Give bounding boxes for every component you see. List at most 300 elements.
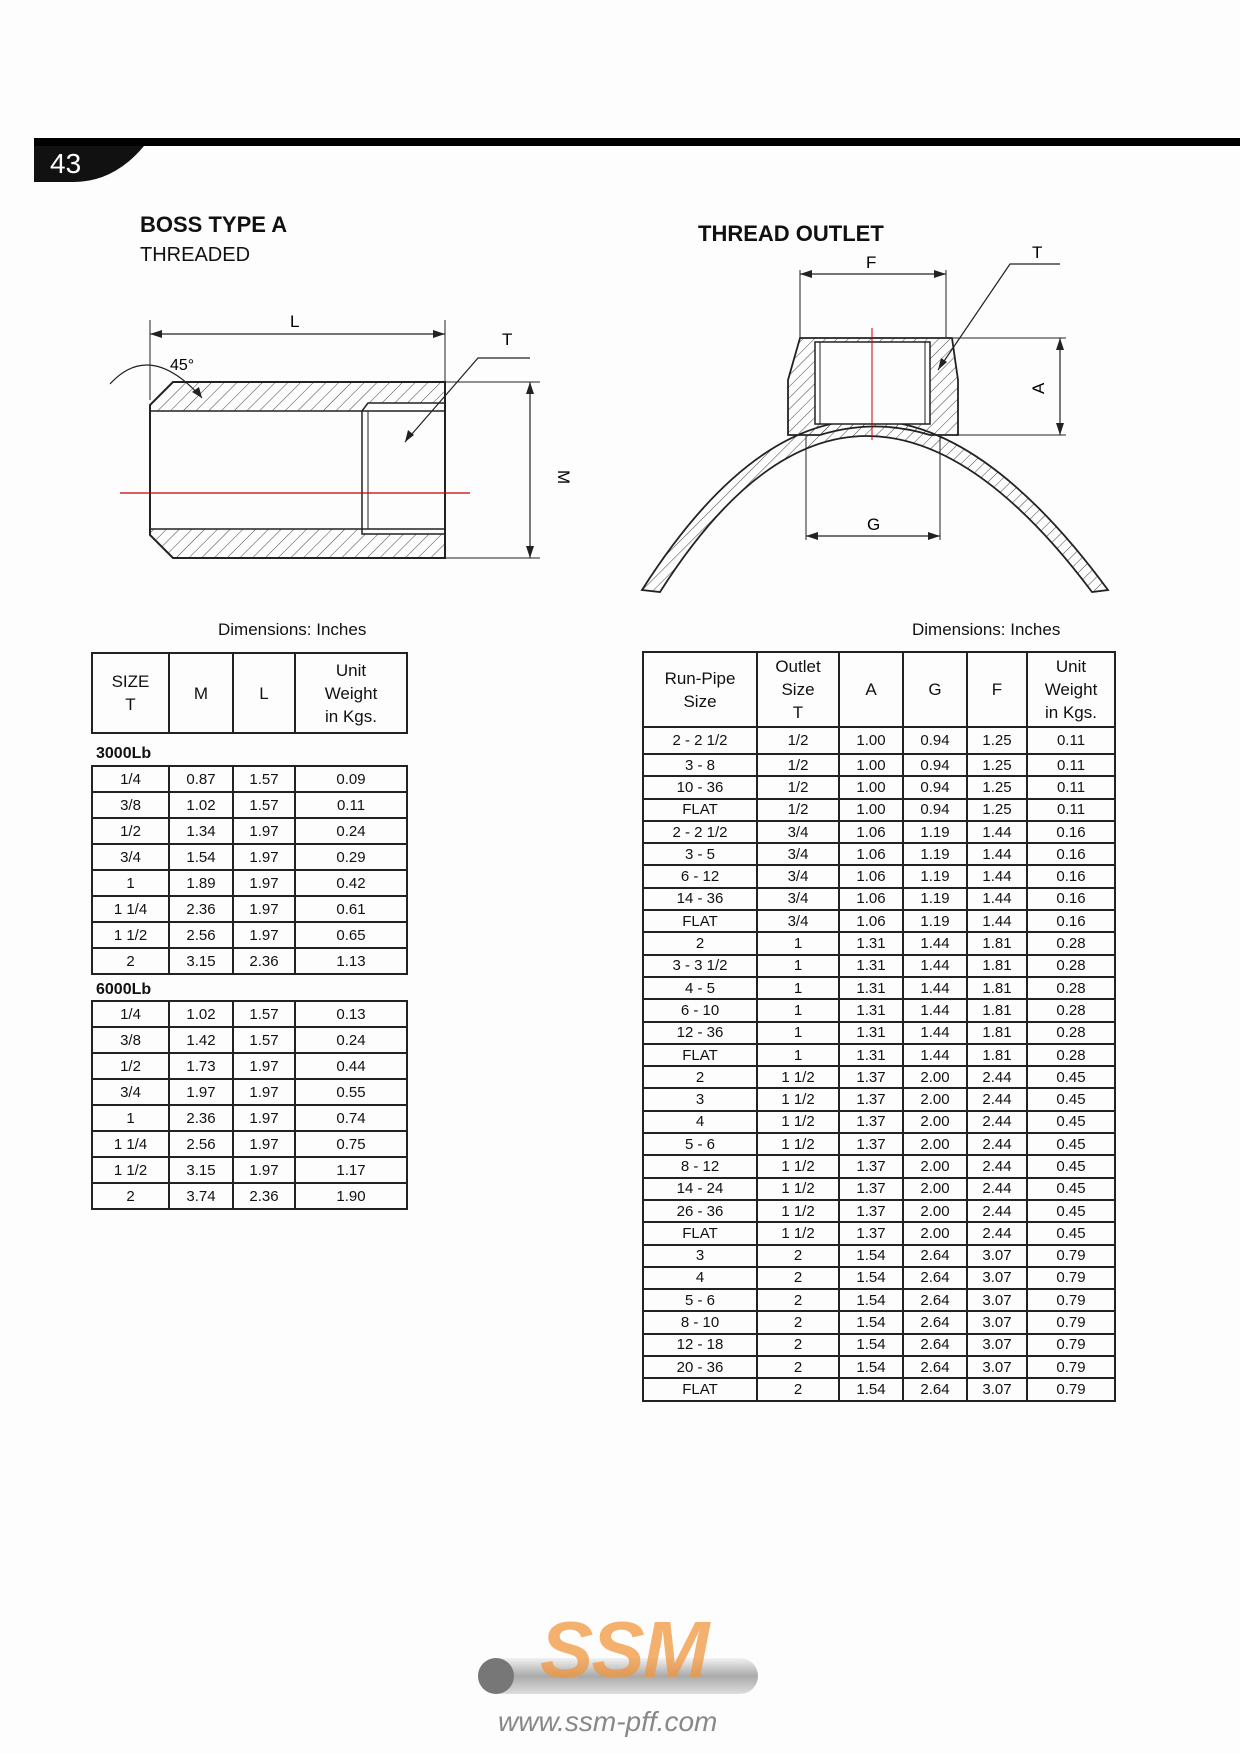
table-cell: 0.28 <box>1027 932 1115 954</box>
table-cell: 2.44 <box>967 1133 1027 1155</box>
table-cell: 2.00 <box>903 1178 967 1200</box>
table-cell: 1.97 <box>233 1079 295 1105</box>
table-cell: 6 - 12 <box>643 865 757 887</box>
table-cell: 1.37 <box>839 1111 903 1133</box>
table-cell: 10 - 36 <box>643 776 757 798</box>
table-cell: 0.11 <box>295 792 407 818</box>
table-cell: 0.16 <box>1027 888 1115 910</box>
table-row <box>643 1111 1115 1133</box>
table-row <box>643 932 1115 954</box>
table-row <box>92 844 407 870</box>
table-cell: 1.00 <box>839 799 903 821</box>
boss-title: BOSS TYPE A <box>140 212 288 237</box>
table-cell: 3/4 <box>757 910 839 932</box>
table-cell: 1.81 <box>967 1022 1027 1044</box>
table-cell: 1 1/2 <box>92 1157 169 1183</box>
table-row <box>643 1356 1115 1378</box>
table-cell: 4 - 5 <box>643 977 757 999</box>
table-row <box>643 843 1115 865</box>
table-cell: 1.44 <box>967 888 1027 910</box>
table-cell: 1.06 <box>839 910 903 932</box>
table-cell: 0.28 <box>1027 977 1115 999</box>
table-row <box>643 977 1115 999</box>
table-cell: 1 1/2 <box>757 1222 839 1244</box>
table-cell: FLAT <box>643 910 757 932</box>
table-cell: 1.54 <box>839 1311 903 1333</box>
table-cell: 2 <box>757 1311 839 1333</box>
table-cell: 2.36 <box>233 948 295 974</box>
table-cell: 3 <box>643 1245 757 1267</box>
thread-label-g: G <box>867 515 881 534</box>
table-cell: 1.97 <box>233 1053 295 1079</box>
table-cell: 1/2 <box>92 818 169 844</box>
boss-group-label-3000: 3000Lb <box>96 745 152 762</box>
boss-dimensions-caption: Dimensions: Inches <box>218 620 367 639</box>
table-cell: 2.64 <box>903 1334 967 1356</box>
table-cell: 1.06 <box>839 843 903 865</box>
thread-col-g: G <box>903 652 967 727</box>
table-cell: 2.64 <box>903 1356 967 1378</box>
table-cell: 1.57 <box>233 1027 295 1053</box>
table-cell: 3/4 <box>757 888 839 910</box>
table-cell: 3 - 8 <box>643 754 757 776</box>
boss-group-label-6000: 6000Lb <box>96 981 152 998</box>
table-cell: 1.31 <box>839 977 903 999</box>
table-cell: 1.54 <box>839 1245 903 1267</box>
table-cell: FLAT <box>643 1222 757 1244</box>
table-cell: 1.44 <box>903 977 967 999</box>
table-cell: 0.45 <box>1027 1133 1115 1155</box>
table-cell: 0.45 <box>1027 1111 1115 1133</box>
table-cell: 1.34 <box>169 818 233 844</box>
table-cell: 1.25 <box>967 776 1027 798</box>
table-cell: 1.31 <box>839 1044 903 1066</box>
table-cell: 0.16 <box>1027 821 1115 843</box>
table-cell: 1.06 <box>839 821 903 843</box>
boss-subtitle: THREADED <box>140 244 251 266</box>
table-cell: 1 1/2 <box>757 1178 839 1200</box>
table-cell: 1 1/2 <box>757 1066 839 1088</box>
table-cell: 1.81 <box>967 977 1027 999</box>
table-cell: 4 <box>643 1267 757 1289</box>
table-cell: 1.31 <box>839 1022 903 1044</box>
thread-outlet-table <box>642 651 1116 1402</box>
table-cell: 1 1/2 <box>757 1133 839 1155</box>
table-cell: 1.37 <box>839 1155 903 1177</box>
table-cell: 3/8 <box>92 792 169 818</box>
table-cell: 0.16 <box>1027 910 1115 932</box>
table-cell: 1.81 <box>967 999 1027 1021</box>
table-cell: 1.19 <box>903 888 967 910</box>
table-cell: 3/4 <box>757 843 839 865</box>
table-row <box>92 1157 407 1183</box>
table-cell: 3.74 <box>169 1183 233 1209</box>
table-cell: 0.13 <box>295 1001 407 1027</box>
table-cell: 2.56 <box>169 922 233 948</box>
website-link[interactable]: www.ssm-pff.com <box>498 1706 718 1737</box>
table-cell: 0.74 <box>295 1105 407 1131</box>
table-cell: 1.37 <box>839 1178 903 1200</box>
table-row <box>92 1131 407 1157</box>
table-cell: 0.45 <box>1027 1200 1115 1222</box>
table-cell: 3/4 <box>757 821 839 843</box>
table-cell: 14 - 36 <box>643 888 757 910</box>
table-cell: 1.57 <box>233 766 295 792</box>
table-row <box>643 1022 1115 1044</box>
table-cell: 1.97 <box>233 1157 295 1183</box>
table-row <box>643 999 1115 1021</box>
table-cell: 1/2 <box>757 776 839 798</box>
table-cell: 2 <box>757 1289 839 1311</box>
table-cell: 0.94 <box>903 727 967 754</box>
table-row <box>643 1245 1115 1267</box>
table-cell: 0.79 <box>1027 1378 1115 1400</box>
table-cell: 6 - 10 <box>643 999 757 1021</box>
table-cell: 1.97 <box>233 870 295 896</box>
table-cell: 1.44 <box>967 821 1027 843</box>
table-row <box>643 865 1115 887</box>
boss-table-6000 <box>91 1000 408 1210</box>
boss-table-3000 <box>91 765 408 975</box>
table-cell: 3.07 <box>967 1378 1027 1400</box>
table-cell: 0.79 <box>1027 1311 1115 1333</box>
table-cell: 1 <box>757 1022 839 1044</box>
table-row <box>643 1334 1115 1356</box>
table-cell: 0.45 <box>1027 1066 1115 1088</box>
table-cell: 1.81 <box>967 932 1027 954</box>
table-cell: 3.07 <box>967 1356 1027 1378</box>
table-cell: 1.54 <box>839 1267 903 1289</box>
table-cell: 5 - 6 <box>643 1133 757 1155</box>
table-row <box>643 1289 1115 1311</box>
table-cell: 1.37 <box>839 1200 903 1222</box>
table-cell: 1.73 <box>169 1053 233 1079</box>
table-cell: 1.17 <box>295 1157 407 1183</box>
table-row <box>643 1378 1115 1400</box>
table-cell: 1/2 <box>757 754 839 776</box>
table-cell: 1.42 <box>169 1027 233 1053</box>
table-cell: 4 <box>643 1111 757 1133</box>
table-row <box>643 910 1115 932</box>
table-row <box>92 948 407 974</box>
table-cell: 2.44 <box>967 1111 1027 1133</box>
table-row <box>643 1155 1115 1177</box>
table-cell: 1.97 <box>233 922 295 948</box>
table-row <box>92 1105 407 1131</box>
boss-diagram <box>90 300 573 600</box>
table-cell: 1.44 <box>903 1022 967 1044</box>
table-cell: 8 - 12 <box>643 1155 757 1177</box>
table-cell: 1.00 <box>839 754 903 776</box>
table-cell: 3/4 <box>92 844 169 870</box>
table-cell: 1 1/2 <box>757 1200 839 1222</box>
table-cell: 1/2 <box>757 799 839 821</box>
table-cell: 3.07 <box>967 1245 1027 1267</box>
table-cell: 1.00 <box>839 727 903 754</box>
table-cell: 1.31 <box>839 999 903 1021</box>
table-cell: 1.25 <box>967 727 1027 754</box>
thread-col-weight: Unit Weight in Kgs. <box>1027 652 1115 727</box>
table-cell: 1 <box>92 1105 169 1131</box>
table-row <box>92 1027 407 1053</box>
table-cell: 2.44 <box>967 1200 1027 1222</box>
table-cell: 1.31 <box>839 955 903 977</box>
table-cell: 2.00 <box>903 1066 967 1088</box>
table-cell: 2.00 <box>903 1133 967 1155</box>
thread-label-t: T <box>1032 243 1043 262</box>
table-cell: 1 <box>757 977 839 999</box>
table-cell: 1.25 <box>967 799 1027 821</box>
table-cell: 2.44 <box>967 1088 1027 1110</box>
boss-label-angle: 45° <box>170 357 195 374</box>
table-cell: 2 <box>757 1356 839 1378</box>
table-cell: 2 <box>757 1245 839 1267</box>
table-cell: 2.36 <box>169 1105 233 1131</box>
table-row <box>643 955 1115 977</box>
table-row <box>92 922 407 948</box>
table-row <box>92 792 407 818</box>
table-cell: 2.00 <box>903 1111 967 1133</box>
table-cell: 3.15 <box>169 1157 233 1183</box>
table-cell: 1/2 <box>757 727 839 754</box>
table-row <box>643 1133 1115 1155</box>
table-cell: 1/2 <box>92 1053 169 1079</box>
table-cell: 1.97 <box>233 896 295 922</box>
table-row <box>92 1053 407 1079</box>
table-cell: 1 1/2 <box>757 1155 839 1177</box>
thread-col-a: A <box>839 652 903 727</box>
table-cell: 1.54 <box>839 1378 903 1400</box>
table-cell: 2.00 <box>903 1200 967 1222</box>
table-row <box>643 1178 1115 1200</box>
thread-col-outlet: Outlet Size T <box>757 652 839 727</box>
table-cell: 1 <box>757 1044 839 1066</box>
table-cell: 3/8 <box>92 1027 169 1053</box>
table-row <box>643 754 1115 776</box>
table-cell: 0.11 <box>1027 799 1115 821</box>
boss-header-table <box>91 652 408 734</box>
table-row <box>643 1066 1115 1088</box>
table-cell: 1.57 <box>233 1001 295 1027</box>
table-row <box>92 896 407 922</box>
table-cell: 1.06 <box>839 865 903 887</box>
table-cell: 1.81 <box>967 1044 1027 1066</box>
table-cell: 2.44 <box>967 1178 1027 1200</box>
table-row <box>92 1001 407 1027</box>
table-cell: 0.79 <box>1027 1267 1115 1289</box>
table-cell: 2 <box>643 1066 757 1088</box>
table-cell: 0.94 <box>903 754 967 776</box>
boss-label-l: L <box>290 312 300 331</box>
table-cell: 0.79 <box>1027 1334 1115 1356</box>
table-cell: 1.54 <box>169 844 233 870</box>
table-cell: 2.44 <box>967 1066 1027 1088</box>
table-cell: 2 - 2 1/2 <box>643 727 757 754</box>
table-cell: 3.07 <box>967 1334 1027 1356</box>
table-cell: 1 <box>92 870 169 896</box>
thread-label-f: F <box>866 253 877 272</box>
table-cell: 14 - 24 <box>643 1178 757 1200</box>
table-cell: 0.79 <box>1027 1356 1115 1378</box>
thread-title: THREAD OUTLET <box>698 221 884 246</box>
boss-col-weight: Unit Weight in Kgs. <box>295 653 407 733</box>
table-row <box>643 821 1115 843</box>
table-cell: 0.45 <box>1027 1178 1115 1200</box>
table-cell: 3 - 3 1/2 <box>643 955 757 977</box>
table-cell: 1.02 <box>169 792 233 818</box>
top-rule <box>34 138 1240 146</box>
table-cell: 1 <box>757 999 839 1021</box>
table-cell: 1/4 <box>92 1001 169 1027</box>
table-cell: 2 <box>92 948 169 974</box>
table-row <box>643 888 1115 910</box>
table-cell: 0.45 <box>1027 1155 1115 1177</box>
table-cell: 2.64 <box>903 1267 967 1289</box>
table-cell: 1.54 <box>839 1356 903 1378</box>
ssm-logo-text: SSM <box>540 1605 708 1694</box>
table-cell: 1.25 <box>967 754 1027 776</box>
table-cell: 1 1/2 <box>92 922 169 948</box>
table-cell: 0.09 <box>295 766 407 792</box>
table-cell: 2.44 <box>967 1222 1027 1244</box>
table-cell: 1.97 <box>233 1105 295 1131</box>
table-cell: 5 - 6 <box>643 1289 757 1311</box>
table-row <box>643 1088 1115 1110</box>
table-cell: FLAT <box>643 1378 757 1400</box>
table-cell: 2 <box>643 932 757 954</box>
table-cell: 1.44 <box>967 910 1027 932</box>
thread-col-f: F <box>967 652 1027 727</box>
table-cell: 1.97 <box>169 1079 233 1105</box>
table-cell: 2.00 <box>903 1155 967 1177</box>
table-cell: 0.16 <box>1027 865 1115 887</box>
table-cell: 0.11 <box>1027 776 1115 798</box>
table-cell: 0.11 <box>1027 754 1115 776</box>
table-cell: 3.07 <box>967 1311 1027 1333</box>
table-cell: 1.00 <box>839 776 903 798</box>
table-cell: 2.00 <box>903 1088 967 1110</box>
table-cell: 0.87 <box>169 766 233 792</box>
table-cell: 2.36 <box>233 1183 295 1209</box>
table-cell: 12 - 36 <box>643 1022 757 1044</box>
table-cell: 1.57 <box>233 792 295 818</box>
table-row <box>643 1044 1115 1066</box>
table-row <box>643 727 1115 754</box>
table-cell: 0.16 <box>1027 843 1115 865</box>
table-cell: 1.37 <box>839 1088 903 1110</box>
boss-label-m: M <box>554 470 573 485</box>
thread-col-run-pipe: Run-Pipe Size <box>643 652 757 727</box>
table-cell: 0.75 <box>295 1131 407 1157</box>
table-cell: 1.44 <box>903 955 967 977</box>
table-cell: 3 <box>643 1088 757 1110</box>
page-number-tab <box>34 146 144 182</box>
table-cell: 1.37 <box>839 1133 903 1155</box>
table-cell: 0.28 <box>1027 1022 1115 1044</box>
table-row <box>643 1267 1115 1289</box>
table-cell: 1.44 <box>903 932 967 954</box>
table-cell: 0.28 <box>1027 1044 1115 1066</box>
table-cell: 0.65 <box>295 922 407 948</box>
table-cell: 1.97 <box>233 844 295 870</box>
table-cell: 0.94 <box>903 776 967 798</box>
boss-col-m: M <box>169 653 233 733</box>
boss-label-t: T <box>502 330 513 349</box>
table-row <box>92 870 407 896</box>
table-cell: 1.90 <box>295 1183 407 1209</box>
table-cell: 12 - 18 <box>643 1334 757 1356</box>
table-cell: 8 - 10 <box>643 1311 757 1333</box>
thread-dimensions-caption: Dimensions: Inches <box>912 620 1061 639</box>
table-cell: 3/4 <box>92 1079 169 1105</box>
table-cell: 0.28 <box>1027 955 1115 977</box>
table-cell: 1.02 <box>169 1001 233 1027</box>
table-cell: 1.44 <box>903 999 967 1021</box>
thread-label-a: A <box>1029 382 1048 394</box>
table-cell: 2 <box>757 1267 839 1289</box>
table-row <box>92 818 407 844</box>
table-cell: 1 <box>757 932 839 954</box>
table-row <box>643 1311 1115 1333</box>
table-cell: 20 - 36 <box>643 1356 757 1378</box>
table-cell: 0.79 <box>1027 1289 1115 1311</box>
table-cell: 1.54 <box>839 1334 903 1356</box>
table-cell: 1.44 <box>903 1044 967 1066</box>
table-cell: FLAT <box>643 1044 757 1066</box>
table-cell: 2.64 <box>903 1245 967 1267</box>
table-cell: 0.42 <box>295 870 407 896</box>
table-cell: 0.45 <box>1027 1222 1115 1244</box>
table-cell: 0.94 <box>903 799 967 821</box>
table-cell: 0.24 <box>295 818 407 844</box>
table-row <box>92 766 407 792</box>
table-cell: 1.19 <box>903 843 967 865</box>
table-cell: 1.97 <box>233 1131 295 1157</box>
table-cell: 1 1/2 <box>757 1088 839 1110</box>
table-cell: 26 - 36 <box>643 1200 757 1222</box>
table-cell: 1.37 <box>839 1222 903 1244</box>
boss-col-l: L <box>233 653 295 733</box>
table-cell: 2.64 <box>903 1378 967 1400</box>
table-cell: 1 1/4 <box>92 896 169 922</box>
table-cell: 0.29 <box>295 844 407 870</box>
table-cell: 2.36 <box>169 896 233 922</box>
table-cell: 1.31 <box>839 932 903 954</box>
table-cell: 3/4 <box>757 865 839 887</box>
table-cell: 2.56 <box>169 1131 233 1157</box>
table-cell: 1/4 <box>92 766 169 792</box>
table-cell: 0.61 <box>295 896 407 922</box>
table-row <box>643 776 1115 798</box>
table-cell: 1.54 <box>839 1289 903 1311</box>
table-cell: 1.13 <box>295 948 407 974</box>
table-cell: 2 <box>92 1183 169 1209</box>
table-cell: 1 1/2 <box>757 1111 839 1133</box>
boss-col-size: SIZE T <box>92 653 169 733</box>
table-cell: 1.97 <box>233 818 295 844</box>
table-cell: 2 - 2 1/2 <box>643 821 757 843</box>
table-row <box>92 1079 407 1105</box>
table-cell: 3.07 <box>967 1267 1027 1289</box>
table-cell: 1.44 <box>967 865 1027 887</box>
table-cell: 3.15 <box>169 948 233 974</box>
thread-outlet-diagram <box>630 240 1120 600</box>
table-cell: 1.19 <box>903 821 967 843</box>
table-cell: 1.44 <box>967 843 1027 865</box>
table-cell: 3 - 5 <box>643 843 757 865</box>
table-row <box>92 1183 407 1209</box>
table-cell: FLAT <box>643 799 757 821</box>
